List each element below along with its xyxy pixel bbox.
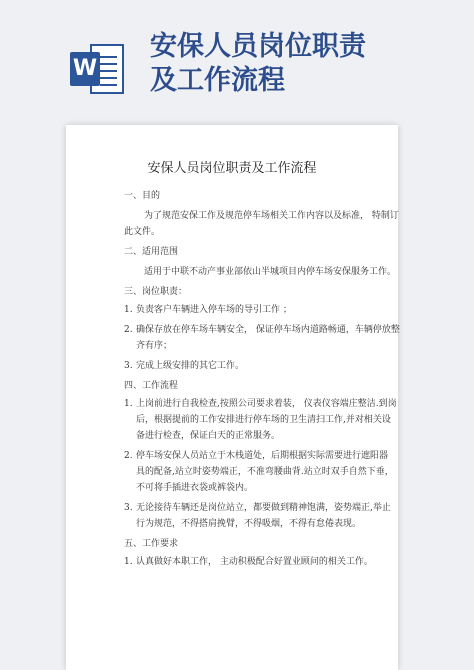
document-banner — [0, 0, 474, 118]
section-4-item-1 — [124, 397, 397, 412]
section-4-item-3 — [124, 501, 391, 516]
section-3-item-2 — [124, 323, 400, 338]
section-3-item-2-cont: 齐有序； — [136, 341, 173, 351]
list-number: 2. — [124, 451, 133, 461]
section-1-paragraph-line-2: 此文件。 — [124, 227, 161, 237]
list-text: 上岗前进行自我检查,按照公司要求着装， 仪表仪容端庄整洁.到岗 — [136, 399, 397, 409]
word-badge: W — [70, 52, 100, 86]
list-number: 1. — [124, 305, 133, 315]
banner-title-line-1: 安保人员岗位职责 — [150, 31, 366, 62]
list-text: 认真做好本职工作， 主动积极配合好置业顾问的相关工作。 — [136, 557, 373, 567]
section-5-heading: 五、工作要求 — [124, 539, 179, 549]
list-text: 完成上级安排的其它工作。 — [136, 361, 245, 371]
section-4-item-2-cont-1: 具的配备,站立时姿势端正，不准弯腰曲背.站立时双手自然下垂， — [136, 467, 394, 477]
section-4-item-2 — [124, 449, 388, 464]
list-number: 3. — [124, 503, 133, 513]
section-3-item-1 — [124, 303, 292, 318]
banner-title — [150, 30, 450, 98]
document-title: 安保人员岗位职责及工作流程 — [147, 161, 317, 176]
list-number: 3. — [124, 361, 133, 371]
list-text: 确保存放在停车场车辆安全， 保证停车场内道路畅通，车辆停放整 — [136, 325, 400, 335]
section-4-heading: 四、工作流程 — [124, 381, 179, 391]
section-3-heading: 三、岗位职责： — [124, 287, 188, 297]
section-2-heading: 二、适用范围 — [124, 247, 179, 257]
document-page — [66, 125, 398, 670]
word-document-icon — [70, 40, 124, 98]
list-number: 1. — [124, 399, 133, 409]
section-3-item-3 — [124, 359, 244, 374]
list-text: 停车场安保人员站立于木栈道处，后期根据实际需要进行遮阳器 — [136, 451, 389, 461]
banner-title-line-2: 及工作流程 — [150, 65, 285, 96]
list-number: 1. — [124, 557, 133, 567]
section-4-item-1-cont-1: 后，根据提前的工作安排进行停车场的卫生清扫工作,并对相关设 — [136, 415, 391, 425]
section-2-paragraph: 适用于中联不动产事业部依山半城项目内停车场安保服务工作。 — [144, 267, 397, 277]
section-4-item-2-cont-2: 不可将手插进衣袋或裤袋内。 — [136, 483, 254, 493]
list-number: 2. — [124, 325, 133, 335]
section-4-item-3-cont: 行为规范，不得搭肩挽臂，不得吸烟，不得有怠倦表现。 — [136, 519, 362, 529]
list-text: 无论接待车辆还是岗位站立，都要做到精神饱满，姿势端正,举止 — [136, 503, 391, 513]
section-1-heading: 一、目的 — [124, 191, 161, 201]
section-1-paragraph-line-1: 为了规范安保工作及规范停车场相关工作内容以及标准， 特制订 — [144, 211, 399, 221]
section-4-item-1-cont-2: 备进行检查，保证白天的正常服务。 — [136, 431, 281, 441]
section-5-item-1 — [124, 555, 373, 570]
list-text: 负责客户车辆进入停车场的导引工作 ； — [136, 305, 292, 315]
